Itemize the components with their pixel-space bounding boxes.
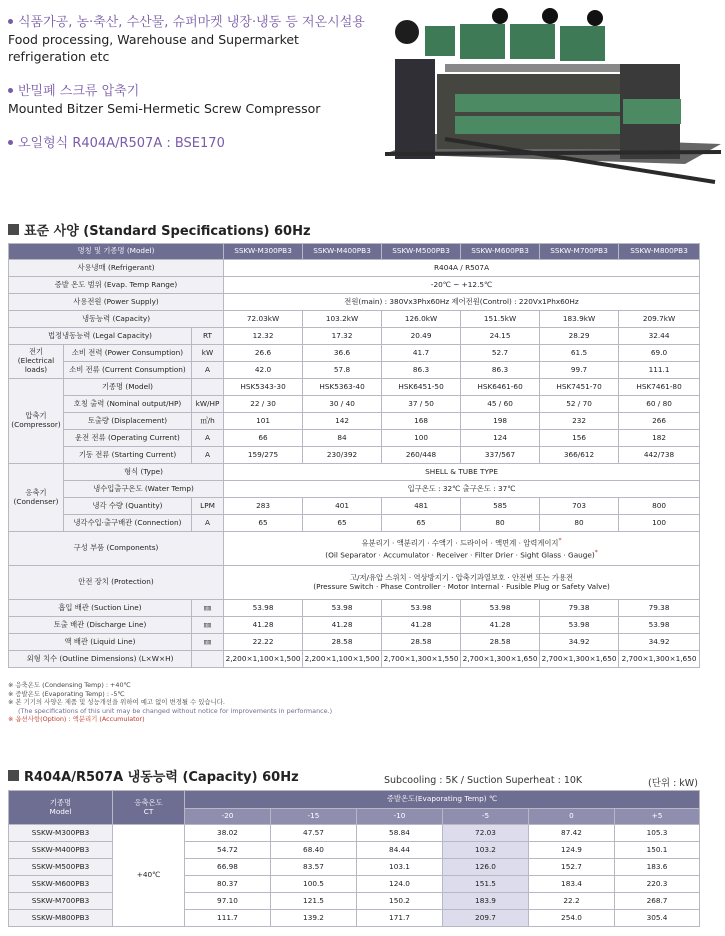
row-label: 증발 온도 범위 (Evap. Temp Range) xyxy=(9,277,224,294)
table-cell: 101 xyxy=(224,413,303,430)
table-cell: SHELL & TUBE TYPE xyxy=(224,464,700,481)
table-cell: 58.84 xyxy=(357,825,443,842)
table-row xyxy=(9,311,700,328)
intro-item xyxy=(8,14,378,65)
evap-header: 증발온도(Evaporating Temp) ℃ xyxy=(185,791,700,809)
table-cell: 66.98 xyxy=(185,859,271,876)
table-cell: 198 xyxy=(461,413,540,430)
table-cell: 183.4 xyxy=(529,876,615,893)
table-row xyxy=(9,515,700,532)
table-cell: ㎜ xyxy=(192,617,224,634)
table-cell: HSK7461-80 xyxy=(619,379,700,396)
table-cell: 142 xyxy=(303,413,382,430)
row-label: 법정냉동능력 (Legal Capacity) xyxy=(9,328,192,345)
row-label: 냉동능력 (Capacity) xyxy=(9,311,224,328)
table-cell: ㎜ xyxy=(192,600,224,617)
table-row xyxy=(9,260,700,277)
spec-section-title: 표준 사양 (Standard Specifications) 60Hz xyxy=(8,220,311,239)
table-cell: 냉각 수량 (Quantity) xyxy=(64,498,192,515)
table-cell: 2,700×1,300×1,650 xyxy=(619,651,700,668)
model-header: SSKW-M800PB3 xyxy=(619,244,700,260)
table-cell: 28.58 xyxy=(382,634,461,651)
table-cell: 53.98 xyxy=(461,600,540,617)
table-row xyxy=(9,294,700,311)
square-bullet-icon xyxy=(8,224,19,235)
table-cell: 2,700×1,300×1,550 xyxy=(382,651,461,668)
table-cell: 2,700×1,300×1,650 xyxy=(540,651,619,668)
table-cell: 57.8 xyxy=(303,362,382,379)
table-cell: 305.4 xyxy=(615,910,700,927)
bullet-icon xyxy=(8,140,13,145)
table-cell: 53.98 xyxy=(382,600,461,617)
table-cell: 150.2 xyxy=(357,893,443,910)
ct-value: +40℃ xyxy=(113,825,185,927)
table-cell: 68.40 xyxy=(271,842,357,859)
table-row xyxy=(9,345,700,362)
table-cell: 52 / 70 xyxy=(540,396,619,413)
table-cell: 260/448 xyxy=(382,447,461,464)
table-cell: 안전 장치 (Protection) xyxy=(9,566,224,600)
table-row xyxy=(9,464,700,481)
table-row xyxy=(9,379,700,396)
table-cell: HSK6461-60 xyxy=(461,379,540,396)
table-cell: 34.92 xyxy=(540,634,619,651)
table-row xyxy=(9,532,700,566)
row-value: R404A / R507A xyxy=(224,260,700,277)
table-cell: A xyxy=(192,515,224,532)
evap-temp: -10 xyxy=(357,809,443,825)
intro-en: Food processing, Warehouse and Supermarket refrigeration etc xyxy=(8,32,299,64)
table-cell: 12.32 xyxy=(224,328,303,345)
intro-kr: 오일형식 R404A/R507A : BSE170 xyxy=(18,136,225,151)
table-cell: 111.1 xyxy=(619,362,700,379)
table-row xyxy=(9,825,700,842)
table-row xyxy=(9,413,700,430)
table-row xyxy=(9,498,700,515)
table-cell: 53.98 xyxy=(540,617,619,634)
notes: ※ 응축온도 (Condensing Temp) : +40℃ ※ 증발온도 (Evaporating Temp) : -5℃ ※ 본 기기의 사양은 제품 및 성능개선을 위하여 예고 없이 변경될 수 있습니다. (The specifications of this unit may be changed without notice for improvements in performance.) ※ 옵션사항(Option) : 액분리기 (Accumulator) xyxy=(8,681,333,724)
table-row xyxy=(9,362,700,379)
table-cell: 232 xyxy=(540,413,619,430)
table-cell: 156 xyxy=(540,430,619,447)
table-cell: 유분리기 · 액분리기 · 수액기 · 드라이어 · 액면계 · 압력게이지* (Oil Separator · Accumulator · Receiver · Filter Drier · Sight Glass · Gauge)* xyxy=(224,532,700,566)
table-cell: 84.44 xyxy=(357,842,443,859)
table-cell: 86.3 xyxy=(382,362,461,379)
table-cell: 103.2 xyxy=(443,842,529,859)
table-cell: SSKW-M700PB3 xyxy=(9,893,113,910)
table-cell: 254.0 xyxy=(529,910,615,927)
table-cell: 80 xyxy=(461,515,540,532)
table-cell: 24.15 xyxy=(461,328,540,345)
table-cell: 401 xyxy=(303,498,382,515)
table-cell: 209.7 xyxy=(443,910,529,927)
table-cell: 79.38 xyxy=(540,600,619,617)
table-cell: 토출 배관 (Discharge Line) xyxy=(9,617,192,634)
table-cell: 124 xyxy=(461,430,540,447)
table-cell: 2,700×1,300×1,650 xyxy=(461,651,540,668)
table-cell: HSK6451-50 xyxy=(382,379,461,396)
table-cell: 65 xyxy=(303,515,382,532)
table-cell: 87.42 xyxy=(529,825,615,842)
table-cell: 구성 부품 (Components) xyxy=(9,532,224,566)
table-cell: 2,200×1,100×1,500 xyxy=(224,651,303,668)
table-cell: 481 xyxy=(382,498,461,515)
table-cell xyxy=(192,379,224,396)
product-photo xyxy=(385,4,721,199)
table-cell: 60 / 80 xyxy=(619,396,700,413)
evap-temp: 0 xyxy=(529,809,615,825)
ct-header: 응축온도 CT xyxy=(113,791,185,825)
model-header: SSKW-M500PB3 xyxy=(382,244,461,260)
table-row xyxy=(9,791,700,809)
table-cell: 99.7 xyxy=(540,362,619,379)
model-header: SSKW-M400PB3 xyxy=(303,244,382,260)
spec-table xyxy=(8,243,700,668)
intro-item xyxy=(8,83,378,117)
row-label: 사용전원 (Power Supply) xyxy=(9,294,224,311)
bullet-icon xyxy=(8,88,13,93)
table-cell: 입구온도 : 32℃ 출구온도 : 37℃ xyxy=(224,481,700,498)
table-cell: 외형 치수 (Outline Dimensions) (L×W×H) xyxy=(9,651,192,668)
unit: RT xyxy=(192,328,224,345)
table-cell: SSKW-M400PB3 xyxy=(9,842,113,859)
table-cell: 80 xyxy=(540,515,619,532)
table-cell: 100 xyxy=(382,430,461,447)
table-cell: SSKW-M600PB3 xyxy=(9,876,113,893)
table-cell: 기종명 (Model) xyxy=(64,379,192,396)
table-cell: 83.57 xyxy=(271,859,357,876)
table-cell: 41.28 xyxy=(303,617,382,634)
spec-header-row xyxy=(9,244,700,260)
table-cell: 17.32 xyxy=(303,328,382,345)
table-cell: 69.0 xyxy=(619,345,700,362)
table-cell: A xyxy=(192,362,224,379)
table-cell: 220.3 xyxy=(615,876,700,893)
table-cell: 41.28 xyxy=(382,617,461,634)
table-cell: 22.2 xyxy=(529,893,615,910)
table-row xyxy=(9,430,700,447)
table-cell: 80.37 xyxy=(185,876,271,893)
table-cell: A xyxy=(192,447,224,464)
table-cell: 703 xyxy=(540,498,619,515)
table-cell: kW xyxy=(192,345,224,362)
table-cell: 30 / 40 xyxy=(303,396,382,413)
table-cell: 283 xyxy=(224,498,303,515)
table-cell: 28.58 xyxy=(461,634,540,651)
table-cell: 26.6 xyxy=(224,345,303,362)
bullet-icon xyxy=(8,19,13,24)
table-cell: A xyxy=(192,430,224,447)
table-cell: 32.44 xyxy=(619,328,700,345)
capacity-table xyxy=(8,790,700,927)
table-cell: 84 xyxy=(303,430,382,447)
table-cell: 171.7 xyxy=(357,910,443,927)
intro-en: Mounted Bitzer Semi-Hermetic Screw Compressor xyxy=(8,101,321,116)
table-cell: 183.6 xyxy=(615,859,700,876)
table-cell: 냉각수입·출구배관 (Connection) xyxy=(64,515,192,532)
model-header: 기종명 Model xyxy=(9,791,113,825)
table-cell: 냉수입출구온도 (Water Temp) xyxy=(64,481,224,498)
table-cell: 2,200×1,100×1,500 xyxy=(303,651,382,668)
row-value: -20℃ ~ +12.5℃ xyxy=(224,277,700,294)
evap-temp: -5 xyxy=(443,809,529,825)
table-cell: SSKW-M300PB3 xyxy=(9,825,113,842)
table-cell: 151.5kW xyxy=(461,311,540,328)
table-cell: 소비 전류 (Current Consumption) xyxy=(64,362,192,379)
table-cell: 38.02 xyxy=(185,825,271,842)
table-row xyxy=(9,651,700,668)
table-cell: 66 xyxy=(224,430,303,447)
table-cell: ㎥/h xyxy=(192,413,224,430)
table-cell: 41.28 xyxy=(461,617,540,634)
model-header: SSKW-M300PB3 xyxy=(224,244,303,260)
table-cell: 47.57 xyxy=(271,825,357,842)
table-cell: 103.2kW xyxy=(303,311,382,328)
table-cell: 152.7 xyxy=(529,859,615,876)
table-row xyxy=(9,277,700,294)
table-cell: 53.98 xyxy=(619,617,700,634)
table-row xyxy=(9,600,700,617)
table-cell: 100.5 xyxy=(271,876,357,893)
table-cell: LPM xyxy=(192,498,224,515)
table-row xyxy=(9,481,700,498)
table-row xyxy=(9,893,700,910)
table-cell: 103.1 xyxy=(357,859,443,876)
table-cell: 53.98 xyxy=(303,600,382,617)
table-cell: 366/612 xyxy=(540,447,619,464)
table-cell: 액 배관 (Liquid Line) xyxy=(9,634,192,651)
row-value: 전원(main) : 380Vx3Phx60Hz 제어전원(Control) : 220Vx1Phx60Hz xyxy=(224,294,700,311)
table-cell: 151.5 xyxy=(443,876,529,893)
model-header: SSKW-M700PB3 xyxy=(540,244,619,260)
table-cell: 65 xyxy=(224,515,303,532)
table-cell: 79.38 xyxy=(619,600,700,617)
intro-item xyxy=(8,135,378,152)
table-cell: kW/HP xyxy=(192,396,224,413)
table-cell: 36.6 xyxy=(303,345,382,362)
table-cell: 182 xyxy=(619,430,700,447)
table-row xyxy=(9,447,700,464)
table-cell: 흡입 배관 (Suction Line) xyxy=(9,600,192,617)
table-cell: HSK5363-40 xyxy=(303,379,382,396)
table-cell: 230/392 xyxy=(303,447,382,464)
table-cell: HSK7451-70 xyxy=(540,379,619,396)
group-label: 압축기 (Compressor) xyxy=(9,379,64,464)
group-label: 응축기 (Condenser) xyxy=(9,464,64,532)
table-cell: 61.5 xyxy=(540,345,619,362)
table-cell: 34.92 xyxy=(619,634,700,651)
table-cell: 호칭 출력 (Nominal output/HP) xyxy=(64,396,192,413)
table-cell: 22 / 30 xyxy=(224,396,303,413)
table-cell: 72.03kW xyxy=(224,311,303,328)
table-row xyxy=(9,328,700,345)
model-header: SSKW-M600PB3 xyxy=(461,244,540,260)
table-row xyxy=(9,842,700,859)
table-cell: 28.29 xyxy=(540,328,619,345)
table-cell: 183.9 xyxy=(443,893,529,910)
table-cell: 126.0 xyxy=(443,859,529,876)
table-cell: 150.1 xyxy=(615,842,700,859)
intro-kr: 식품가공, 농·축산, 수산물, 슈퍼마켓 냉장·냉동 등 저온시설용 xyxy=(18,15,365,30)
table-cell: 52.7 xyxy=(461,345,540,362)
table-cell: 337/567 xyxy=(461,447,540,464)
table-cell: 28.58 xyxy=(303,634,382,651)
table-cell: 53.98 xyxy=(224,600,303,617)
table-row xyxy=(9,910,700,927)
table-cell: 126.0kW xyxy=(382,311,461,328)
table-cell: 209.7kW xyxy=(619,311,700,328)
table-cell: SSKW-M800PB3 xyxy=(9,910,113,927)
table-cell: 65 xyxy=(382,515,461,532)
table-cell: 139.2 xyxy=(271,910,357,927)
group-label: 전기 (Electrical loads) xyxy=(9,345,64,379)
table-cell: 기동 전류 (Starting Current) xyxy=(64,447,192,464)
intro-kr: 반밀폐 스크류 압축기 xyxy=(18,84,140,99)
subcooling-info: Subcooling : 5K / Suction Superheat : 10K xyxy=(384,775,583,786)
table-row xyxy=(9,859,700,876)
table-cell: 22.22 xyxy=(224,634,303,651)
table-cell: 37 / 50 xyxy=(382,396,461,413)
evap-temp: -15 xyxy=(271,809,357,825)
table-cell: SSKW-M500PB3 xyxy=(9,859,113,876)
square-bullet-icon xyxy=(8,770,19,781)
table-row xyxy=(9,876,700,893)
table-cell: 442/738 xyxy=(619,447,700,464)
evap-temp: -20 xyxy=(185,809,271,825)
table-cell: 168 xyxy=(382,413,461,430)
evap-temp: +5 xyxy=(615,809,700,825)
table-cell: HSK5343-30 xyxy=(224,379,303,396)
table-row xyxy=(9,617,700,634)
table-cell: 소비 전력 (Power Consumption) xyxy=(64,345,192,362)
table-cell: 54.72 xyxy=(185,842,271,859)
table-cell: 183.9kW xyxy=(540,311,619,328)
table-cell: 268.7 xyxy=(615,893,700,910)
table-cell: 266 xyxy=(619,413,700,430)
table-cell: 124.0 xyxy=(357,876,443,893)
table-row xyxy=(9,566,700,600)
table-cell: 41.7 xyxy=(382,345,461,362)
table-cell: 72.03 xyxy=(443,825,529,842)
table-cell: 42.0 xyxy=(224,362,303,379)
table-cell: 121.5 xyxy=(271,893,357,910)
header-label: 명칭 및 기종명 (Model) xyxy=(9,244,224,260)
table-cell: 105.3 xyxy=(615,825,700,842)
table-cell: 41.28 xyxy=(224,617,303,634)
table-cell: 운전 전류 (Operating Current) xyxy=(64,430,192,447)
table-cell: 형식 (Type) xyxy=(64,464,224,481)
table-cell: 159/275 xyxy=(224,447,303,464)
row-label: 사용냉매 (Refrigerant) xyxy=(9,260,224,277)
table-cell: 100 xyxy=(619,515,700,532)
table-cell: 585 xyxy=(461,498,540,515)
table-cell: 124.9 xyxy=(529,842,615,859)
table-cell: 토출량 (Displacement) xyxy=(64,413,192,430)
table-cell: 111.7 xyxy=(185,910,271,927)
table-cell: 20.49 xyxy=(382,328,461,345)
table-row xyxy=(9,396,700,413)
table-row xyxy=(9,634,700,651)
table-cell: 고/저/유압 스위치 · 역상방지기 · 압축기과열보호 · 안전변 또는 가용전 (Pressure Switch · Phase Controller · Motor Internal · Fusible Plug or Safety Valve) xyxy=(224,566,700,600)
table-cell: 86.3 xyxy=(461,362,540,379)
table-cell: 45 / 60 xyxy=(461,396,540,413)
table-cell: ㎜ xyxy=(192,634,224,651)
table-cell: 800 xyxy=(619,498,700,515)
capacity-section-title: R404A/R507A 냉동능력 (Capacity) 60Hz xyxy=(8,766,299,785)
table-cell xyxy=(192,651,224,668)
table-cell: 97.10 xyxy=(185,893,271,910)
unit-note: (단위 : kW) xyxy=(648,778,698,789)
intro-section xyxy=(8,14,378,170)
